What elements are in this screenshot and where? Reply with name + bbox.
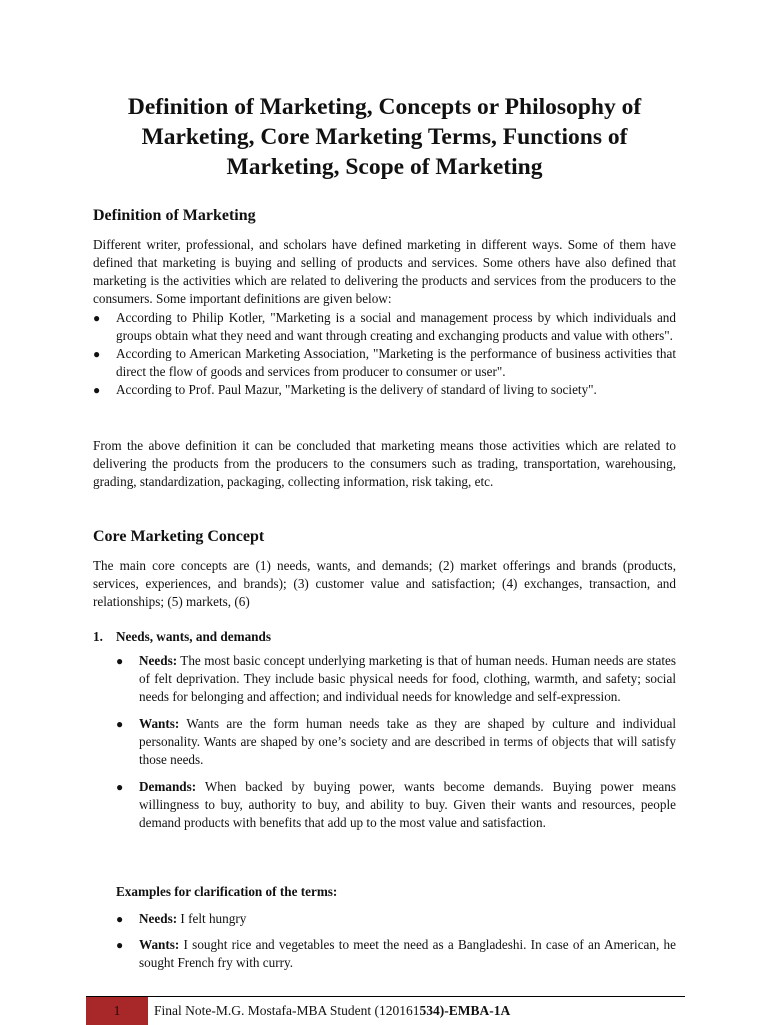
term-label: Needs: (139, 653, 178, 668)
term-description: I sought rice and vegetables to meet the need as a Bangladeshi. In case of an American, he sought French fry with curry. (139, 937, 676, 970)
definition-intro-paragraph: Different writer, professional, and scholars have defined marketing in different ways. Some of them have defined that marketing is buying and selling of products and services. Some others have also defined that marketing is the activities which are related to delivering the products and services from the producers to the consumers. Some important definitions are given below: (93, 237, 676, 306)
term-label: Wants: (139, 716, 180, 731)
list-item (116, 936, 676, 972)
list-item (116, 652, 676, 706)
bullet-icon: ● (93, 311, 101, 325)
footer-text-start: Final Note-M.G. Mostafa-MBA Student (120161 (154, 1003, 420, 1018)
bullet-icon: ● (93, 347, 101, 361)
numbered-heading-needs-wants-demands (93, 629, 271, 645)
section-heading-definition: Definition of Marketing (93, 207, 256, 224)
definitions-list (93, 309, 676, 399)
term-description: I felt hungry (177, 911, 247, 926)
bullet-icon: ● (116, 717, 124, 731)
list-item (93, 309, 676, 345)
definition-conclusion-paragraph: From the above definition it can be concluded that marketing means those activities which are related to delivering the products from the producers to the consumers such as trading, transportation, warehousing, grading, standardization, packaging, collecting information, risk taking, etc. (93, 438, 676, 489)
page-number: 1 (86, 997, 148, 1025)
bullet-icon: ● (116, 912, 124, 926)
page-footer (86, 996, 685, 1025)
bullet-icon: ● (116, 938, 124, 952)
bullet-icon: ● (116, 654, 124, 668)
definition-mazur: According to Prof. Paul Mazur, "Marketing is the delivery of standard of living to society". (116, 382, 597, 397)
term-label: Demands: (139, 779, 197, 794)
core-concept-intro-paragraph: The main core concepts are (1) needs, wants, and demands; (2) market offerings and brands (products, services, experiences, and brands); (3) customer value and satisfaction; (4) exchanges, transaction, and relationships; (5) markets, (6) (93, 558, 676, 609)
item-heading: Needs, wants, and demands (116, 629, 271, 644)
definition-ama: According to American Marketing Association, "Marketing is the performance of business activities that direct the flow of goods and services from producer to consumer or user". (116, 346, 676, 379)
examples-list (116, 910, 676, 972)
term-label: Wants: (139, 937, 180, 952)
list-item (93, 345, 676, 381)
term-label: Needs: (139, 911, 178, 926)
footer-text (154, 997, 510, 1025)
list-item (116, 910, 676, 928)
bullet-icon: ● (116, 780, 124, 794)
item-number: 1. (93, 629, 103, 644)
list-item (93, 381, 676, 399)
bullet-icon: ● (93, 383, 101, 397)
term-description: The most basic concept underlying marketing is that of human needs. Human needs are states of felt deprivation. They include basic physical needs for food, clothing, warmth, and safety; social needs for belonging and affection; and individual needs for knowledge and self-expression. (139, 653, 676, 704)
term-description: When backed by buying power, wants become demands. Buying power means willingness to buy, authority to buy, and ability to buy. Given their wants and resources, people demand products with benefits that add up to the most value and satisfaction. (139, 779, 676, 830)
footer-text-bold: 534)-EMBA-1A (419, 1003, 511, 1018)
document-title: Definition of Marketing, Concepts or Philosophy of Marketing, Core Marketing Terms, Functions of Marketing, Scope of Marketing (127, 94, 642, 180)
list-item (116, 715, 676, 769)
section-heading-core-concept: Core Marketing Concept (93, 528, 265, 545)
needs-list (116, 652, 676, 832)
list-item (116, 778, 676, 832)
term-description: Wants are the form human needs take as they are shaped by culture and individual personality. Wants are shaped by one’s society and are described in terms of objects that will satisfy those needs. (139, 716, 676, 767)
definition-kotler: According to Philip Kotler, "Marketing is a social and management process by which individuals and groups obtain what they need and want through creating and exchanging products and value with others". (116, 310, 676, 343)
examples-heading: Examples for clarification of the terms: (116, 884, 338, 899)
